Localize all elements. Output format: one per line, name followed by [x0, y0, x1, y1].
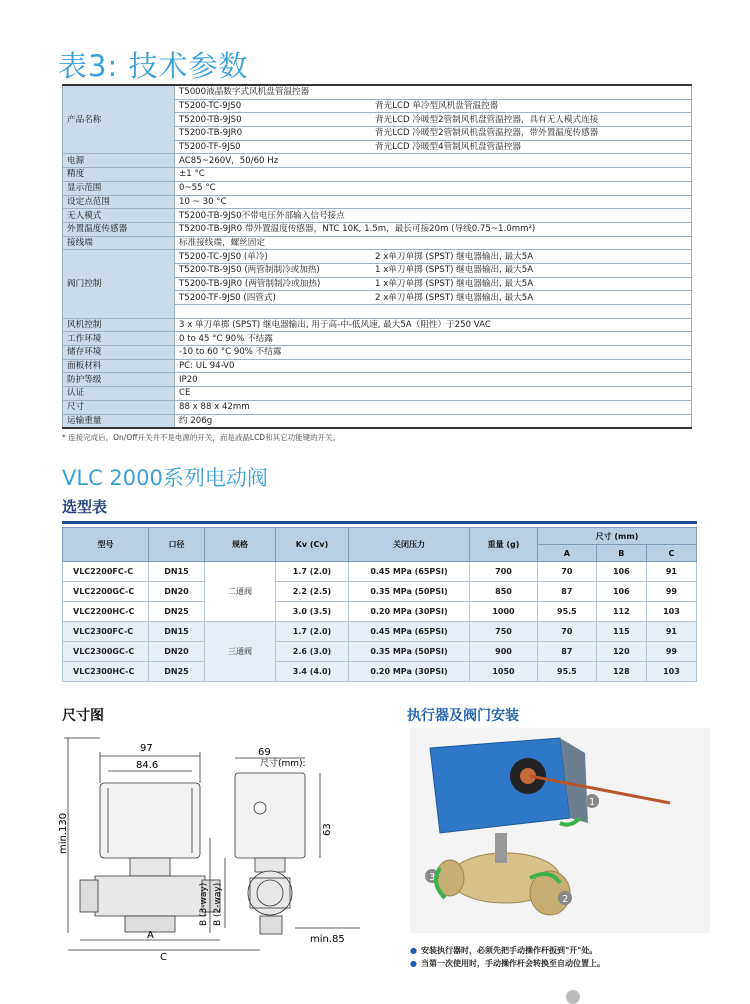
valve-desc: 1 x单刀单掷 (SPST) 继电器输出, 最大5A — [375, 265, 534, 276]
dim-min130: min.130 — [58, 812, 69, 854]
dim-97: 97 — [140, 743, 153, 754]
valve-model: T5200-TC-9JS0 (单冷) — [179, 251, 268, 262]
spec-value: AC85~260V，50/60 Hz — [175, 154, 692, 168]
label-valve: 阀门控制 — [63, 250, 175, 318]
cell-kv: 3.0 (3.5) — [276, 602, 349, 622]
cell-size: DN20 — [149, 582, 205, 602]
cell-kv: 3.4 (4.0) — [276, 662, 349, 682]
cell-c: 103 — [646, 662, 696, 682]
product-model: T5200-TC-9JS0 — [179, 101, 242, 112]
dim-min85: min.85 — [310, 934, 345, 945]
cell-weight: 750 — [470, 622, 538, 642]
install-notes — [410, 944, 605, 970]
cell-c: 91 — [646, 622, 696, 642]
table-row — [63, 582, 697, 602]
callout-1 — [585, 794, 599, 808]
cell-size: DN15 — [149, 562, 205, 582]
cell-a: 87 — [538, 642, 597, 662]
cell-c: 99 — [646, 582, 696, 602]
valve-desc: 1 x单刀单掷 (SPST) 继电器输出, 最大5A — [375, 278, 534, 289]
cell-a: 95.5 — [538, 662, 597, 682]
cell-model: VLC2200HC-C — [63, 602, 149, 622]
product-row — [175, 99, 692, 113]
cell-a: 87 — [538, 582, 597, 602]
valve-model: T5200-TF-9JS0 (四管式) — [179, 292, 276, 303]
cell-kv: 1.7 (2.0) — [276, 622, 349, 642]
col-size: 口径 — [149, 528, 205, 562]
col-type: 规格 — [205, 528, 276, 562]
cell-b: 128 — [596, 662, 646, 682]
dim-84: 84.6 — [136, 760, 159, 771]
install-note: ● 安装执行器时，必须先把手动操作杆扳到"开"处。 — [410, 946, 598, 955]
product-model: T5200-TB-9JS0 — [179, 114, 242, 125]
dim-63: 63 — [322, 823, 333, 836]
spec-value: PC: UL 94-V0 — [175, 359, 692, 373]
spec-label: 面板材料 — [63, 359, 175, 373]
cell-kv: 1.7 (2.0) — [276, 562, 349, 582]
install-photo — [410, 728, 710, 933]
spec-label: 电源 — [63, 154, 175, 168]
cell-pressure: 0.35 MPa (50PSI) — [349, 582, 470, 602]
vlc-title: VLC 2000系列电动阀 — [62, 466, 268, 490]
col-pressure: 关闭压力 — [349, 528, 470, 562]
table-row — [63, 642, 697, 662]
svg-text:3: 3 — [429, 872, 436, 883]
cell-size: DN15 — [149, 622, 205, 642]
col-dim-b: B — [596, 545, 646, 562]
product-model: T5200-TF-9JS0 — [179, 142, 241, 153]
col-dim-a: A — [538, 545, 597, 562]
valve-row — [175, 277, 692, 291]
spec-value: ±1 °C — [175, 168, 692, 182]
spec-label: 储存环境 — [63, 346, 175, 360]
table-row — [63, 602, 697, 622]
col-kv: Kv (Cv) — [276, 528, 349, 562]
spec-table — [62, 84, 692, 429]
cell-b: 120 — [596, 642, 646, 662]
cell-a: 70 — [538, 562, 597, 582]
cell-kv: 2.2 (2.5) — [276, 582, 349, 602]
selection-table — [62, 527, 697, 682]
spec-value: CE — [175, 387, 692, 401]
table-row — [63, 562, 697, 582]
cell-weight: 850 — [470, 582, 538, 602]
spec-label: 显示范围 — [63, 181, 175, 195]
cell-pressure: 0.35 MPa (50PSI) — [349, 642, 470, 662]
cell-weight: 1050 — [470, 662, 538, 682]
spec-value: T5200-TB-9JR0 带外置温度传感器，NTC 10K, 1.5m，最长可接20m (导线0.75~1.0mm²) — [175, 222, 692, 236]
valve-row — [175, 291, 692, 305]
install-note: ● 当第一次使用时，手动操作杆会转换至自动位置上。 — [410, 959, 605, 968]
spec-label: 风机控制 — [63, 318, 175, 332]
spec-value: IP20 — [175, 373, 692, 387]
page-title: 表3: 技术参数 — [58, 49, 249, 83]
svg-text:2: 2 — [562, 894, 569, 905]
cell-type: 二通阀 — [205, 562, 276, 622]
cell-weight: 900 — [470, 642, 538, 662]
cell-pressure: 0.20 MPa (30PSI) — [349, 662, 470, 682]
dimension-title: 尺寸图 — [62, 708, 104, 724]
product-row — [175, 140, 692, 154]
spec-label: 无人模式 — [63, 209, 175, 223]
spec-label: 认证 — [63, 387, 175, 401]
product-desc: 背光LCD 冷暖型2管制风机盘管温控器，带外置温度传感器 — [375, 128, 599, 139]
cell-weight: 700 — [470, 562, 538, 582]
spec-value: 标准接线端，螺丝固定 — [175, 236, 692, 250]
valve-row — [175, 263, 692, 277]
label-product: 产品名称 — [63, 85, 175, 154]
cell-a: 95.5 — [538, 602, 597, 622]
valve-model: T5200-TB-9JR0 (两管制制冷或加热) — [179, 278, 321, 289]
col-dim-c: C — [646, 545, 696, 562]
cell-pressure: 0.45 MPa (65PSI) — [349, 622, 470, 642]
product-row — [175, 113, 692, 127]
spec-value: 10 ~ 30 °C — [175, 195, 692, 209]
spec-label: 精度 — [63, 168, 175, 182]
valve-row — [175, 250, 692, 264]
dim-69: 69 — [258, 747, 271, 758]
col-weight: 重量 (g) — [470, 528, 538, 562]
spec-value: -10 to 60 °C 90% 不结露 — [175, 346, 692, 360]
col-model: 型号 — [63, 528, 149, 562]
cell-b: 112 — [596, 602, 646, 622]
install-title: 执行器及阀门安装 — [407, 708, 519, 724]
product-desc: 背光LCD 单冷型风机盘管温控器 — [375, 101, 499, 112]
spec-value: T5200-TB-9JS0不带电压外部输入信号接点 — [175, 209, 692, 223]
product-model: T5200-TB-9JR0 — [179, 128, 243, 139]
spec-label: 防护等级 — [63, 373, 175, 387]
dim-c: C — [160, 952, 167, 963]
spec-label: 工作环境 — [63, 332, 175, 346]
cell-b: 115 — [596, 622, 646, 642]
dimension-drawing — [58, 728, 360, 963]
col-dimensions: 尺寸 (mm) — [538, 528, 697, 545]
valve-blank — [175, 305, 692, 319]
cell-c: 99 — [646, 642, 696, 662]
cell-c: 103 — [646, 602, 696, 622]
cell-b: 106 — [596, 562, 646, 582]
product-row — [175, 127, 692, 141]
page-marker — [566, 990, 580, 1004]
callout-2 — [558, 891, 572, 905]
cell-type: 三通阀 — [205, 622, 276, 682]
cell-weight: 1000 — [470, 602, 538, 622]
spec-label: 尺寸 — [63, 400, 175, 414]
dim-b2: B (2-way) — [213, 882, 223, 926]
spec-label: 外置温度传感器 — [63, 222, 175, 236]
table-row — [63, 662, 697, 682]
spec-value: 0 to 45 °C 90% 不结露 — [175, 332, 692, 346]
cell-a: 70 — [538, 622, 597, 642]
product-desc: 背光LCD 冷暖型4管制风机盘管温控器 — [375, 142, 521, 153]
cell-model: VLC2300FC-C — [63, 622, 149, 642]
footnote: * 连接完成后，On/Off开关并不是电源的开关，而是液晶LCD和其它功能键的开关。 — [62, 433, 341, 442]
spec-value: 0~55 °C — [175, 181, 692, 195]
spec-label: 运输重量 — [63, 414, 175, 428]
cell-size: DN20 — [149, 642, 205, 662]
cell-c: 91 — [646, 562, 696, 582]
cell-size: DN25 — [149, 662, 205, 682]
spec-value: 3 x 单刀单掷 (SPST) 继电器输出, 用于高-中-低风速, 最大5A（阻性）于250 VAC — [175, 318, 692, 332]
svg-text:1: 1 — [589, 797, 596, 808]
cell-model: VLC2200FC-C — [63, 562, 149, 582]
valve-desc: 2 x单刀单掷 (SPST) 继电器输出, 最大5A — [375, 292, 534, 303]
dim-b3: B (3-way) — [199, 882, 209, 926]
cell-pressure: 0.45 MPa (65PSI) — [349, 562, 470, 582]
spec-label: 接线端 — [63, 236, 175, 250]
table-row — [63, 622, 697, 642]
cell-model: VLC2300GC-C — [63, 642, 149, 662]
title-divider — [62, 521, 697, 524]
dim-unit: 尺寸(mm): — [260, 759, 306, 769]
spec-value: 88 x 88 x 42mm — [175, 400, 692, 414]
valve-model: T5200-TB-9JS0 (两管制制冷或加热) — [179, 265, 320, 276]
product-header: T5000液晶数字式风机盘管温控器 — [175, 85, 692, 99]
cell-b: 106 — [596, 582, 646, 602]
cell-model: VLC2300HC-C — [63, 662, 149, 682]
valve-desc: 2 x单刀单掷 (SPST) 继电器输出, 最大5A — [375, 251, 534, 262]
select-title: 选型表 — [62, 498, 108, 516]
dim-a: A — [147, 930, 154, 941]
cell-model: VLC2200GC-C — [63, 582, 149, 602]
spec-value: 约 206g — [175, 414, 692, 428]
spec-label: 设定点范围 — [63, 195, 175, 209]
cell-size: DN25 — [149, 602, 205, 622]
product-desc: 背光LCD 冷暖型2管制风机盘管温控器，具有无人模式连接 — [375, 114, 599, 125]
cell-kv: 2.6 (3.0) — [276, 642, 349, 662]
cell-pressure: 0.20 MPa (30PSI) — [349, 602, 470, 622]
